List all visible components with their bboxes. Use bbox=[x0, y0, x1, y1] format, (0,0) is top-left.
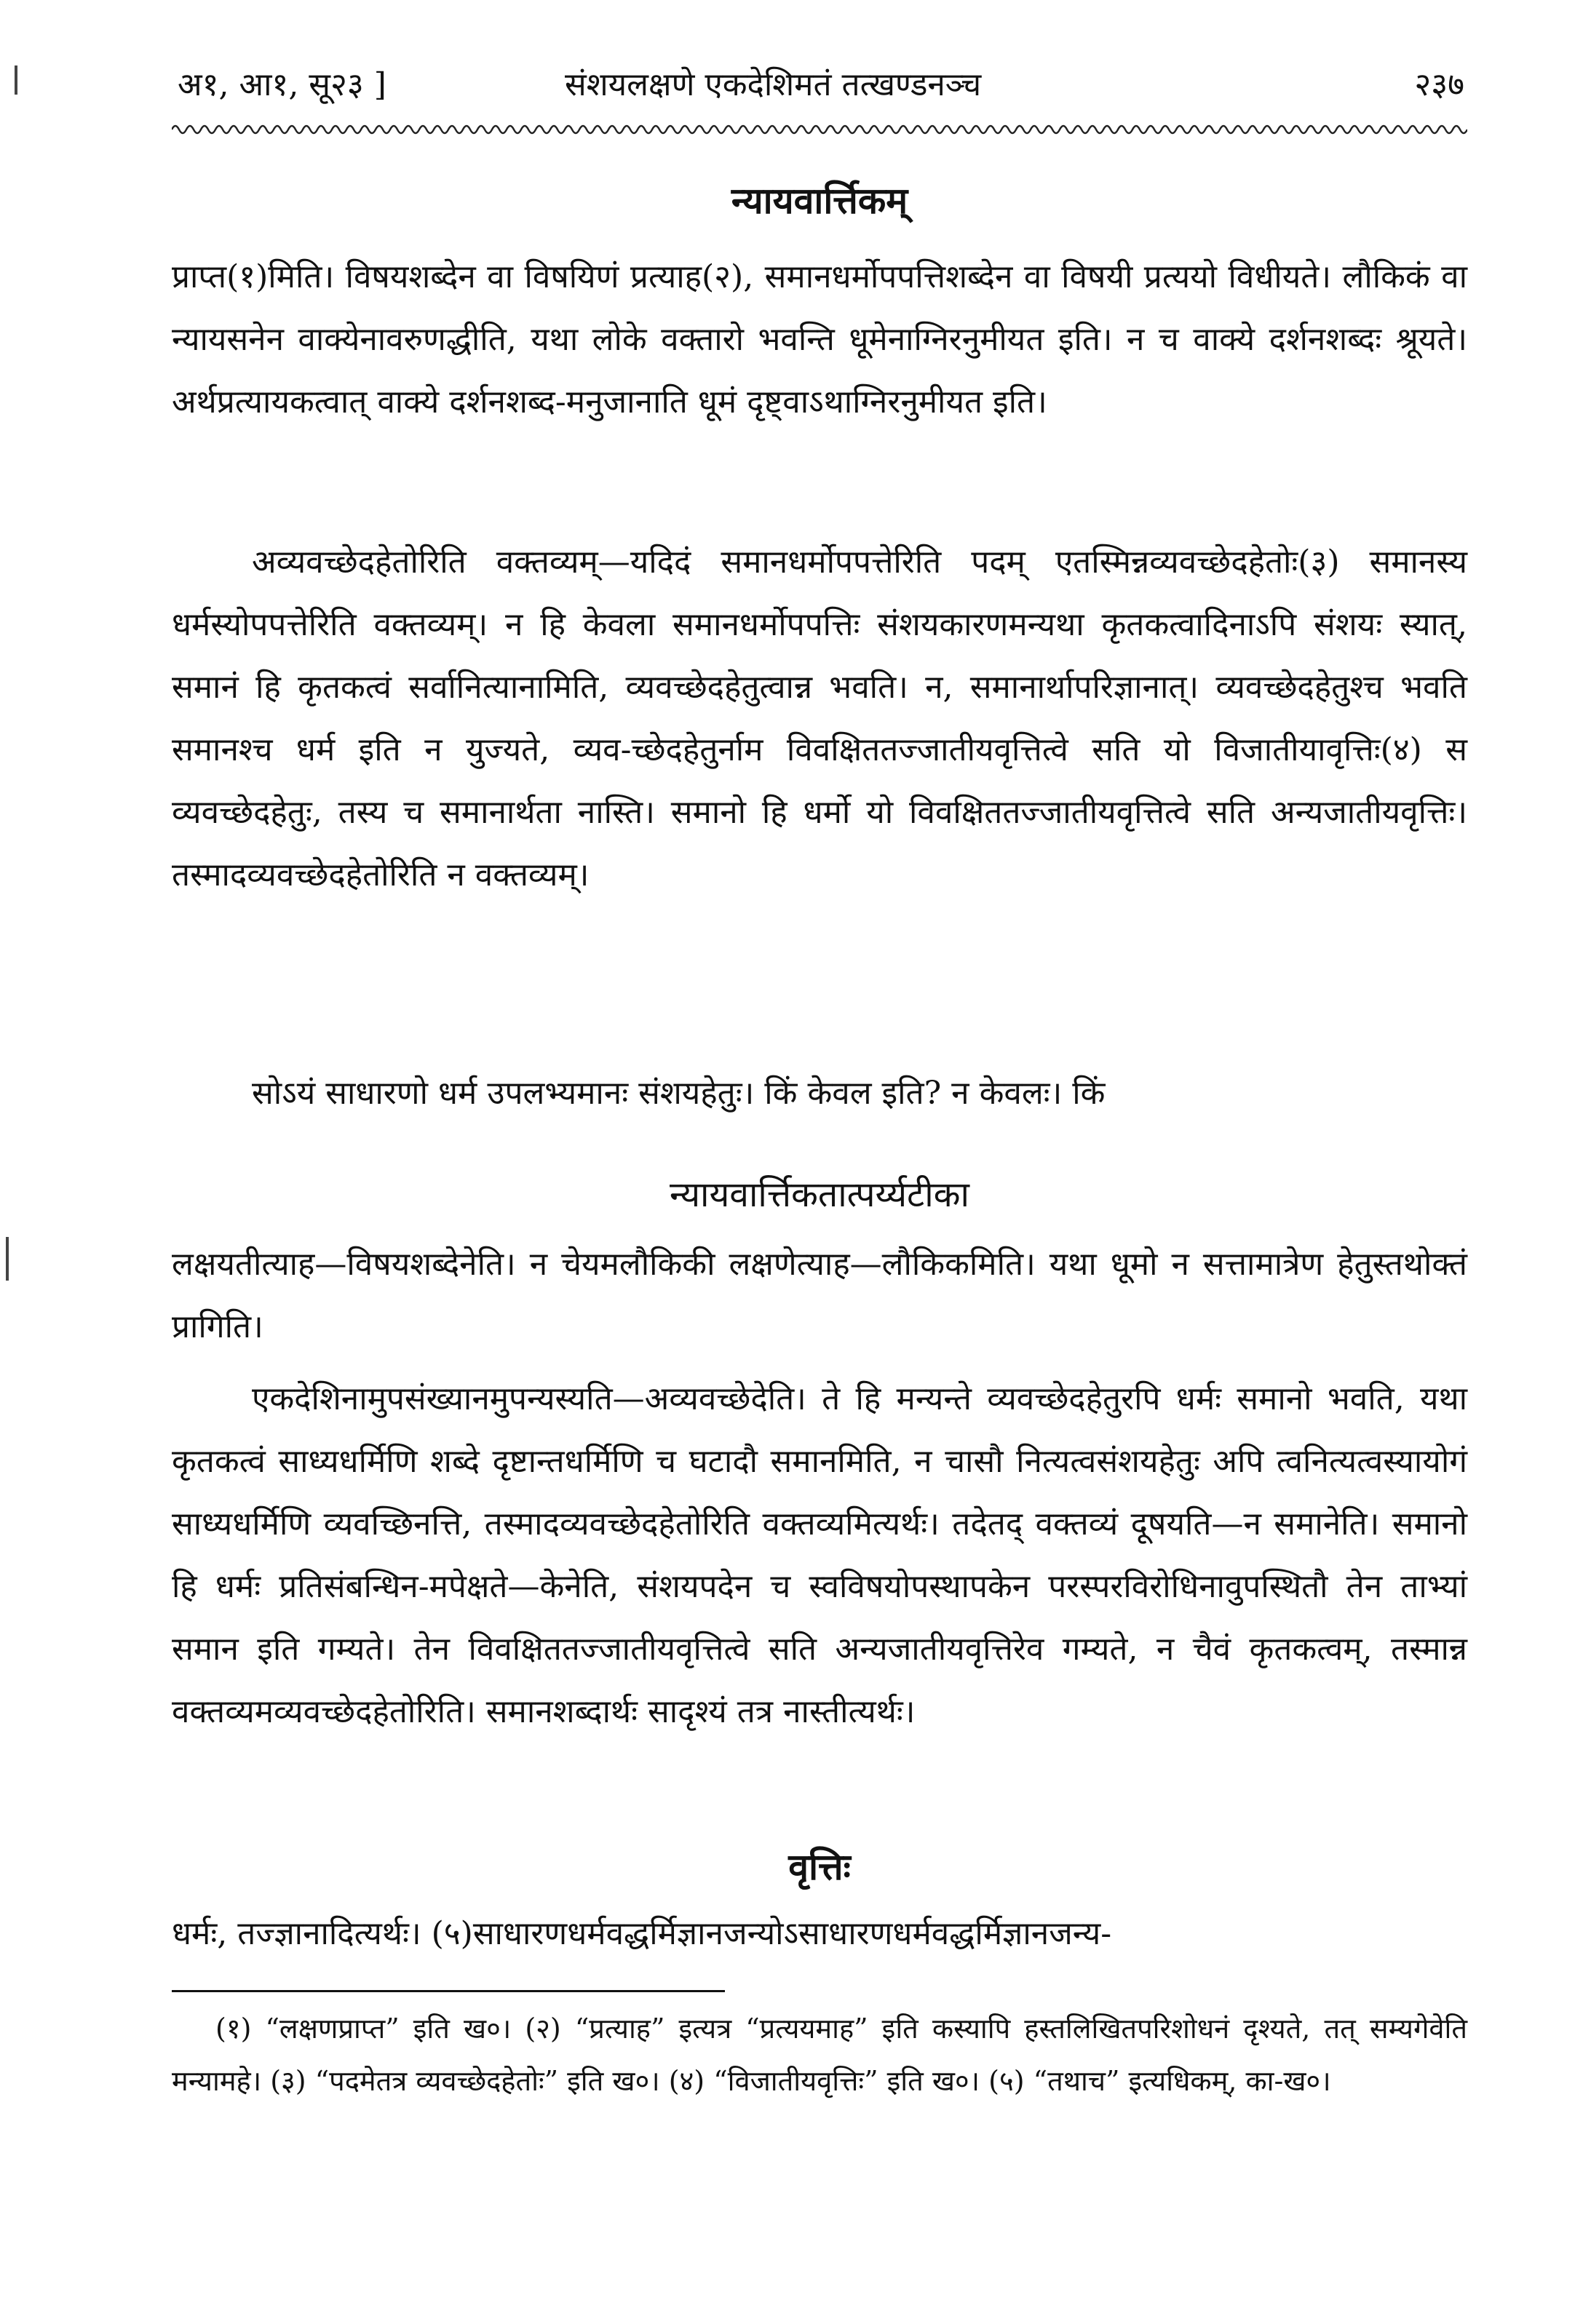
page bbox=[172, 58, 1467, 2270]
margin-scan-mark bbox=[15, 65, 17, 95]
tika-paragraph-2: एकदेशिनामुपसंख्यानमुपन्यस्यति—अव्यवच्छेदेति। ते हि मन्यन्ते व्यवच्छेदहेतुरपि धर्मः समानो भवति, यथा कृतकत्वं साध्यधर्मिणि शब्दे दृष्टान्तधर्मिणि च घटादौ समानमिति, न चासौ नित्यत्वसंशयहेतुः अपि त्वनित्यत्वस्यायोगं साध्यधर्मिणि व्यवच्छिनत्ति, तस्मादव्यवच्छेदहेतोरिति वक्तव्यमित्यर्थः। तदेतद् वक्तव्यं दूषयति—न समानेति। समानो हि धर्मः प्रतिसंबन्धिन-मपेक्षते—केनेति, संशयपदेन च स्वविषयोपस्थापकेन परस्परविरोधिनावुपस्थितौ तेन ताभ्यां समान इति गम्यते। तेन विवक्षिततज्जातीयवृत्तित्वे सति अन्यजातीयवृत्तिरेव गम्यते, न चैवं कृतकत्वम्, तस्मान्न वक्तव्यमव्यवच्छेदहेतोरिति। समानशब्दार्थः सादृश्यं तत्र नास्तीत्यर्थः। bbox=[172, 1380, 1467, 1730]
vartika-paragraph-1: प्राप्त(१)मिति। विषयशब्देन वा विषयिणं प्रत्याह(२), समानधर्मोपपत्तिशब्देन वा विषयी प्रत्ययो विधीयते। लौकिकं वा न्यायसनेन वाक्येनावरुणद्धीति, यथा लोके वक्तारो भवन्ति धूमेनाग्निरनुमीयत इति। न च वाक्ये दर्शनशब्दः श्रूयते। अर्थप्रत्यायकत्वात् वाक्ये दर्शनशब्द-मनुजानाति धूमं दृष्ट्वाऽथाग्निरनुमीयत इति। bbox=[172, 258, 1467, 421]
section-heading-nyayavartika: न्यायवार्त्तिकम् bbox=[731, 179, 908, 222]
header-title: संशयलक्षणे एकदेशिमतं तत्खण्डनञ्च bbox=[565, 66, 982, 103]
margin-scan-mark bbox=[6, 1237, 9, 1281]
page-number: २३७ bbox=[1414, 66, 1464, 103]
header-reference: अ१, आ१, सू२३ ] bbox=[178, 66, 386, 103]
vritti-paragraph-1: धर्मः, तज्ज्ञानादित्यर्थः। (५)साधारणधर्मवद्धर्मिज्ञानजन्योऽसाधारणधर्मवद्धर्मिज्ञानजन्य- bbox=[172, 1915, 1112, 1952]
section-heading-vritti: वृत्तिः bbox=[788, 1845, 851, 1888]
section-heading-tatparya-tika: न्यायवार्त्तिकतात्पर्य्यटीका bbox=[670, 1174, 969, 1215]
vartika-paragraph-3: सोऽयं साधारणो धर्म उपलभ्यमानः संशयहेतुः। किं केवल इति? न केवलः। किं bbox=[252, 1075, 1106, 1112]
tika-paragraph-1: लक्षयतीत्याह—विषयशब्देनेति। न चेयमलौकिकी लक्षणेत्याह—लौकिकमिति। यथा धूमो न सत्तामात्रेण हेतुस्तथोक्तं प्रागिति। bbox=[172, 1246, 1467, 1345]
footnote-rule bbox=[172, 1990, 725, 1992]
running-header bbox=[172, 58, 1467, 116]
header-wavy-rule bbox=[172, 121, 1467, 138]
footnotes: (१) “लक्षणप्राप्त” इति ख०। (२) “प्रत्याह” इत्यत्र “प्रत्ययमाह” इति कस्यापि हस्तलिखितपरिशोधनं दृश्यते, तत् सम्यगेवेति मन्यामहे। (३) “पदमेतत्र व्यवच्छेदहेतोः” इति ख०। (४) “विजातीयवृत्तिः” इति ख०। (५) “तथाच” इत्यधिकम्, का-ख०। bbox=[172, 2013, 1467, 2097]
vartika-paragraph-2: अव्यवच्छेदहेतोरिति वक्तव्यम्—यदिदं समानधर्मोपपत्तेरिति पदम् एतस्मिन्नव्यवच्छेदहेतोः(३) समानस्य धर्मस्योपपत्तेरिति वक्तव्यम्। न हि केवला समानधर्मोपपत्तिः संशयकारणमन्यथा कृतकत्वादिनाऽपि संशयः स्यात्, समानं हि कृतकत्वं सर्वानित्यानामिति, व्यवच्छेदहेतुत्वान्न भवति। न, समानार्थापरिज्ञानात्। व्यवच्छेदहेतुश्च भवति समानश्च धर्म इति न युज्यते, व्यव-च्छेदहेतुर्नाम विवक्षिततज्जातीयवृत्तित्वे सति यो विजातीयावृत्तिः(४) स व्यवच्छेदहेतुः, तस्य च समानार्थता नास्ति। समानो हि धर्मो यो विवक्षिततज्जातीयवृत्तित्वे सति अन्यजातीयवृत्तिः। तस्मादव्यवच्छेदहेतोरिति न वक्तव्यम्। bbox=[172, 544, 1467, 894]
